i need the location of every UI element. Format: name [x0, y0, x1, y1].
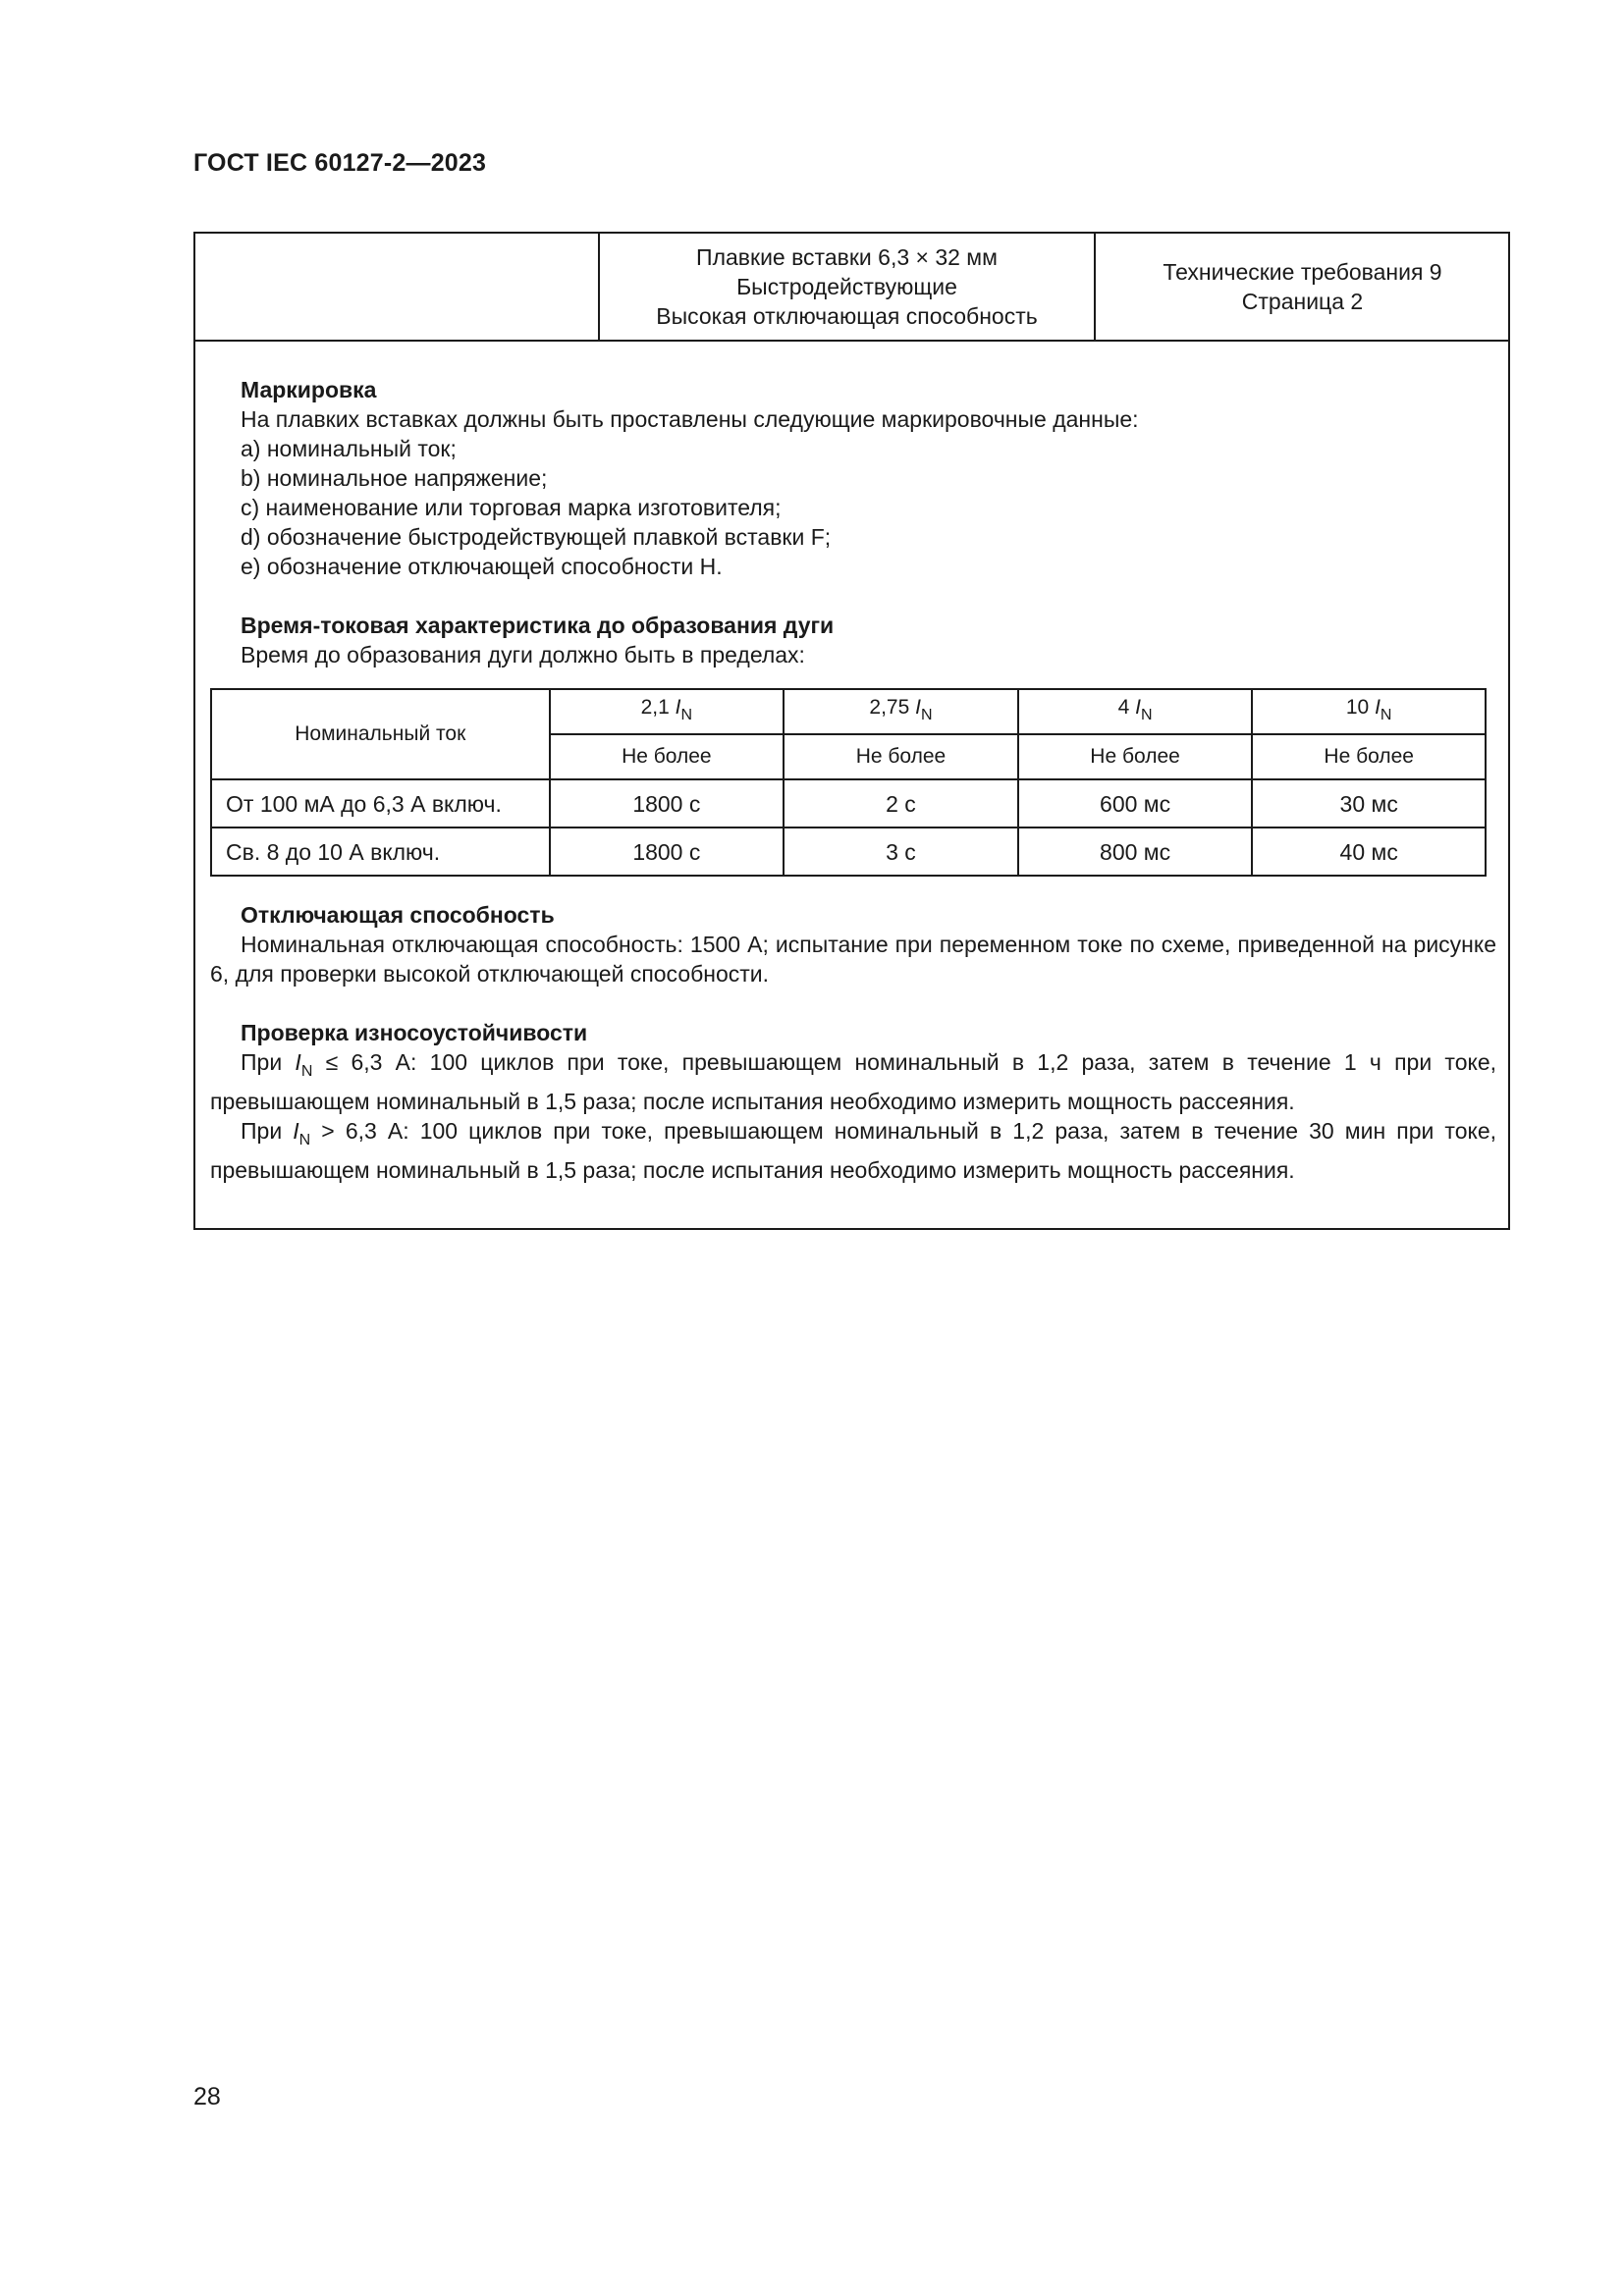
current-subscript: N — [1380, 707, 1392, 723]
table-cell: 600 мс — [1018, 779, 1253, 828]
row-label: Св. 8 до 10 А включ. — [211, 828, 550, 876]
current-symbol: I — [675, 696, 681, 719]
table-cell: 30 мс — [1252, 779, 1486, 828]
breaking-text: Номинальная отключающая способность: 1500 А; испытание при переменном токе по схеме, приведенной на рисунке 6, для проверки высокой отключающей способности. — [210, 932, 1496, 987]
multiplier: 2,1 — [640, 696, 670, 719]
limit-header: Не более — [1018, 734, 1253, 779]
column-header — [1252, 689, 1486, 734]
sheet-header-right — [1096, 234, 1509, 340]
table-row — [211, 828, 1486, 876]
sheet-header-center — [600, 234, 1096, 340]
column-header — [1018, 689, 1253, 734]
marking-intro: На плавких вставках должны быть проставлены следующие маркировочные данные: — [241, 406, 1139, 432]
table-header-row — [211, 689, 1486, 734]
time-current-table — [210, 688, 1487, 877]
sheet-body — [210, 342, 1496, 1185]
multiplier: 2,75 — [869, 696, 910, 719]
rated-current-header: Номинальный ток — [211, 689, 550, 779]
current-symbol: I — [293, 1118, 299, 1144]
current-symbol: I — [915, 696, 921, 719]
marking-item: c) наименование или торговая марка изготовителя; — [241, 495, 782, 520]
tcc-intro: Время до образования дуги должно быть в пределах: — [241, 642, 805, 667]
specification-sheet — [193, 232, 1510, 1230]
endurance-title: Проверка износоустойчивости — [241, 1020, 588, 1045]
endurance-text: ≤ 6,3 А: 100 циклов при токе, превышающем номинальный в 1,2 раза, затем в течение 1 ч при токе, превышающем номинальный в 1,5 раза; после испытания необходимо измерить мощность рассеяния. — [210, 1049, 1496, 1114]
current-symbol: I — [1375, 696, 1380, 719]
table-cell: 1800 с — [550, 828, 785, 876]
current-subscript: N — [1140, 707, 1153, 723]
column-header — [550, 689, 785, 734]
current-subscript: N — [298, 1132, 311, 1148]
document-id: ГОСТ IEC 60127-2—2023 — [193, 149, 487, 177]
current-subscript: N — [300, 1063, 313, 1080]
table-cell: 3 с — [784, 828, 1018, 876]
limit-header: Не более — [1252, 734, 1486, 779]
marking-item: d) обозначение быстродействующей плавкой вставки F; — [241, 524, 832, 550]
table-row — [211, 779, 1486, 828]
limit-header: Не более — [550, 734, 785, 779]
marking-item: b) номинальное напряжение; — [241, 465, 548, 491]
breaking-capacity-label: Высокая отключающая способность — [656, 303, 1038, 329]
multiplier: 10 — [1345, 696, 1370, 719]
page-number: 28 — [193, 2083, 221, 2110]
current-subscript: N — [920, 707, 933, 723]
table-cell: 800 мс — [1018, 828, 1253, 876]
row-label: От 100 мА до 6,3 А включ. — [211, 779, 550, 828]
fuse-size-label: Плавкие вставки 6,3 × 32 мм — [696, 244, 998, 270]
marking-title: Маркировка — [241, 377, 377, 402]
column-header — [784, 689, 1018, 734]
endurance-text: > 6,3 А: 100 циклов при токе, превышающем номинальный в 1,2 раза, затем в течение 30 мин при токе, превышающем номинальный в 1,5 раза; после испытания необходимо измерить мощность рассеяния. — [210, 1118, 1497, 1183]
sheet-page-label: Страница 2 — [1241, 289, 1364, 314]
sheet-number-label: Технические требования 9 — [1163, 259, 1442, 285]
table-cell: 2 с — [784, 779, 1018, 828]
multiplier: 4 — [1117, 696, 1130, 719]
sheet-header — [195, 234, 1508, 342]
limit-header: Не более — [784, 734, 1018, 779]
endurance-prefix: При — [241, 1118, 294, 1144]
breaking-title: Отключающая способность — [241, 902, 555, 928]
marking-item: e) обозначение отключающей способности H. — [241, 554, 723, 579]
tcc-title: Время-токовая характеристика до образования дуги — [241, 613, 835, 638]
endurance-paragraph — [210, 1116, 1496, 1185]
current-symbol: I — [1135, 696, 1141, 719]
fuse-speed-label: Быстродействующие — [736, 274, 957, 299]
sheet-header-left — [195, 234, 600, 340]
endurance-prefix: При — [241, 1049, 296, 1075]
endurance-paragraph — [210, 1047, 1496, 1116]
table-cell: 40 мс — [1252, 828, 1486, 876]
current-symbol: I — [295, 1049, 301, 1075]
current-subscript: N — [680, 707, 693, 723]
marking-item: a) номинальный ток; — [241, 436, 457, 461]
table-cell: 1800 с — [550, 779, 785, 828]
